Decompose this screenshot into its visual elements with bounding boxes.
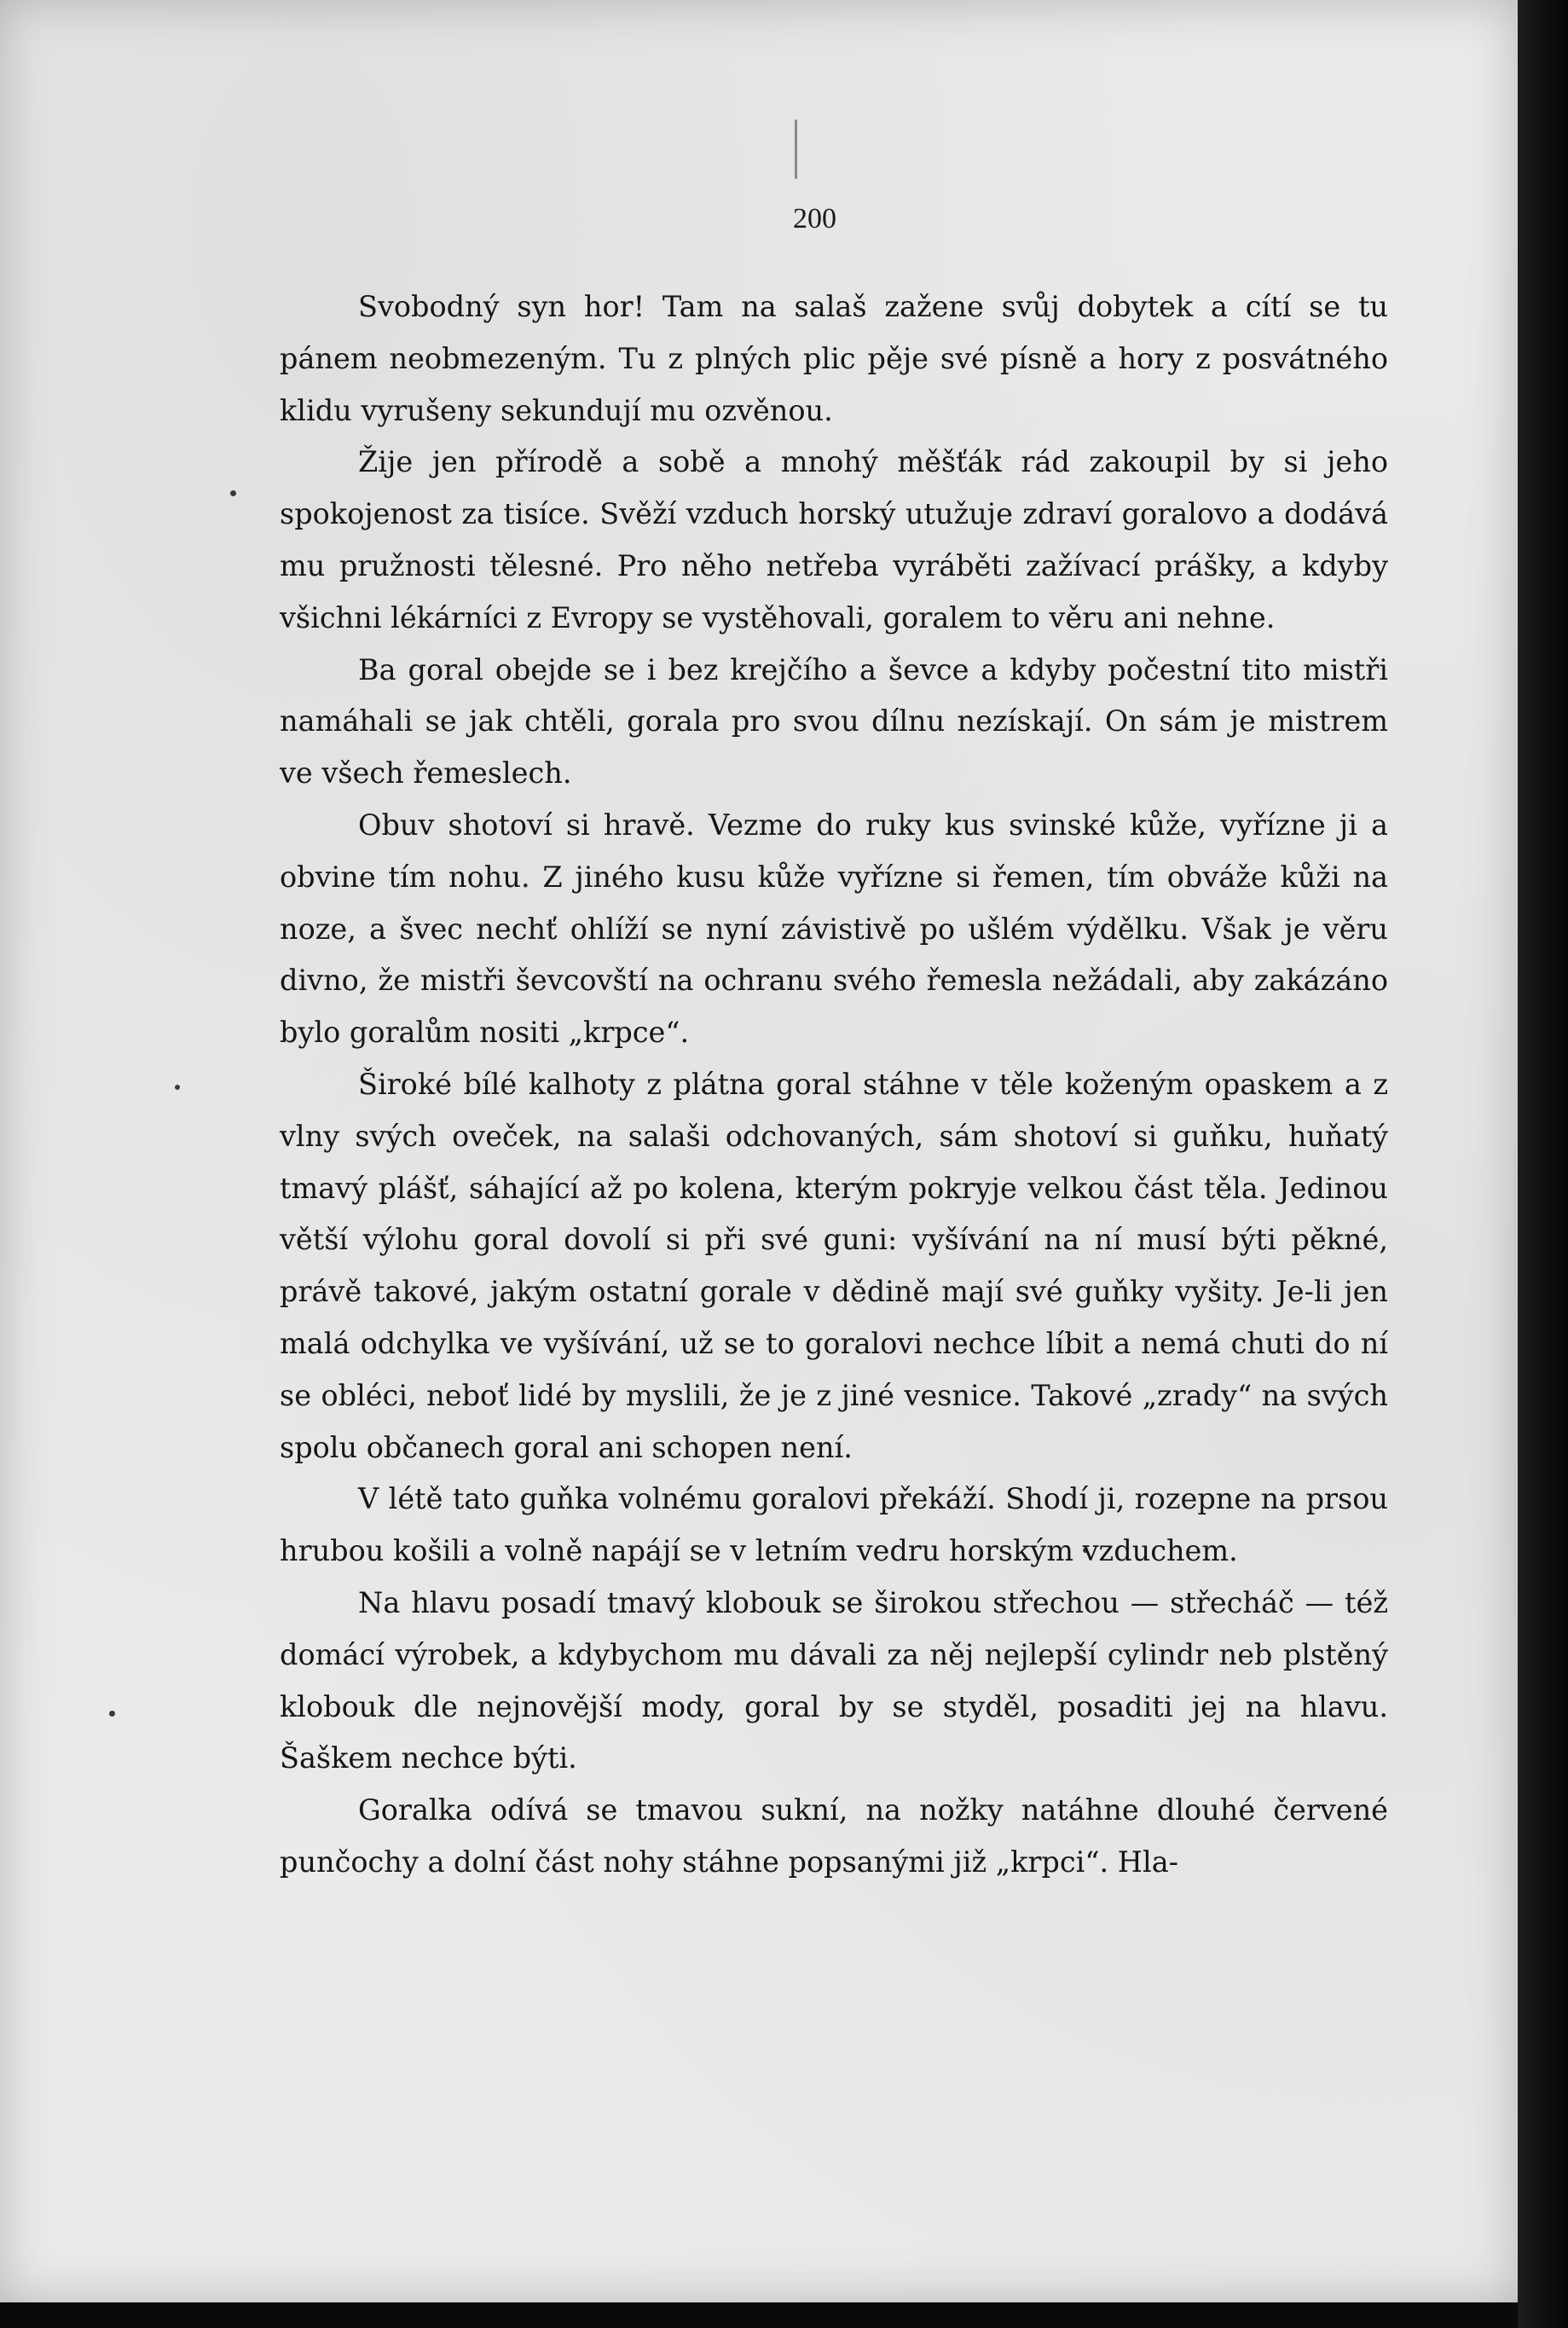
paper-speck [175, 1085, 180, 1090]
paragraph-7: Na hlavu posadí tmavý klobouk se širokou střechou — střecháč — též domácí výrobek, a kdybychom mu dávali za něj nejlepší cylindr neb plstěný klobouk dle nejnovější mody, goral by se styděl, posaditi jej na hlavu. Šaškem nechce býti. [280, 1585, 1388, 1775]
paragraph-3: Ba goral obejde se i bez krejčího a ševce a kdyby počestní tito mistři namáhali se jak chtěli, gorala pro svou dílnu nezískají. On sám je mistrem ve všech řemeslech. [280, 652, 1388, 790]
body-text [280, 281, 1388, 1889]
paragraph-5: Široké bílé kalhoty z plátna goral stáhne v těle koženým opaskem a z vlny svých oveček, na salaši odchovaných, sám shotoví si guňku, huňatý tmavý plášť, sáhající až po kolena, kterým pokryje velkou část těla. Jedinou větší výlohu goral dovolí si při své guni: vyšívání na ní musí býti pěkné, právě takové, jakým ostatní gorale v dědině mají své guňky vyšity. Je-li jen malá odchylka ve vyšívání, už se to goralovi nechce líbit a nemá chuti do ní se obléci, neboť lidé by myslili, že je z jiné vesnice. Takové „zrady“ na svých spolu občanech goral ani schopen není. [280, 1067, 1388, 1464]
paper-speck [109, 1711, 115, 1717]
page-number: 200 [793, 203, 836, 235]
scan-edge-bottom [0, 2302, 1518, 2328]
paper-speck [795, 119, 797, 179]
paragraph-2: Žije jen přírodě a sobě a mnohý měšťák rád zakoupil by si jeho spokojenost za tisíce. Svěží vzduch horský utužuje zdraví goralovo a dodává mu pružnosti tělesné. Pro něho netřeba vyráběti zažívací prášky, a kdyby všichni lékárníci z Evropy se vystěhovali, goralem to věru ani nehne. [280, 445, 1388, 634]
paragraph-1: Svobodný syn hor! Tam na salaš zažene svůj dobytek a cítí se tu pánem neobmezeným. Tu z plných plic pěje své písně a hory z posvátného klidu vyrušeny sekundují mu ozvěnou. [280, 290, 1388, 427]
scan-edge-right [1518, 0, 1568, 2328]
paragraph-8: Goralka odívá se tmavou sukní, na nožky natáhne dlouhé červené punčochy a dolní část nohy stáhne popsanými již „krpci“. Hla- [280, 1793, 1388, 1879]
paper-speck [230, 490, 236, 496]
paragraph-6: V létě tato guňka volnému goralovi překáží. Shodí ji, rozepne na prsou hrubou košili a volně napájí se v letním vedru horským vzduchem. [280, 1482, 1388, 1568]
paragraph-4: Obuv shotoví si hravě. Vezme do ruky kus svinské kůže, vyřízne ji a obvine tím nohu. Z jiného kusu kůže vyřízne si řemen, tím obváže kůži na noze, a švec nechť ohlíží se nyní závistivě po ušlém výdělku. Však je věru divno, že mistři ševcovští na ochranu svého řemesla nežádali, aby zakázáno bylo goralům nositi „krpce“. [280, 808, 1388, 1050]
